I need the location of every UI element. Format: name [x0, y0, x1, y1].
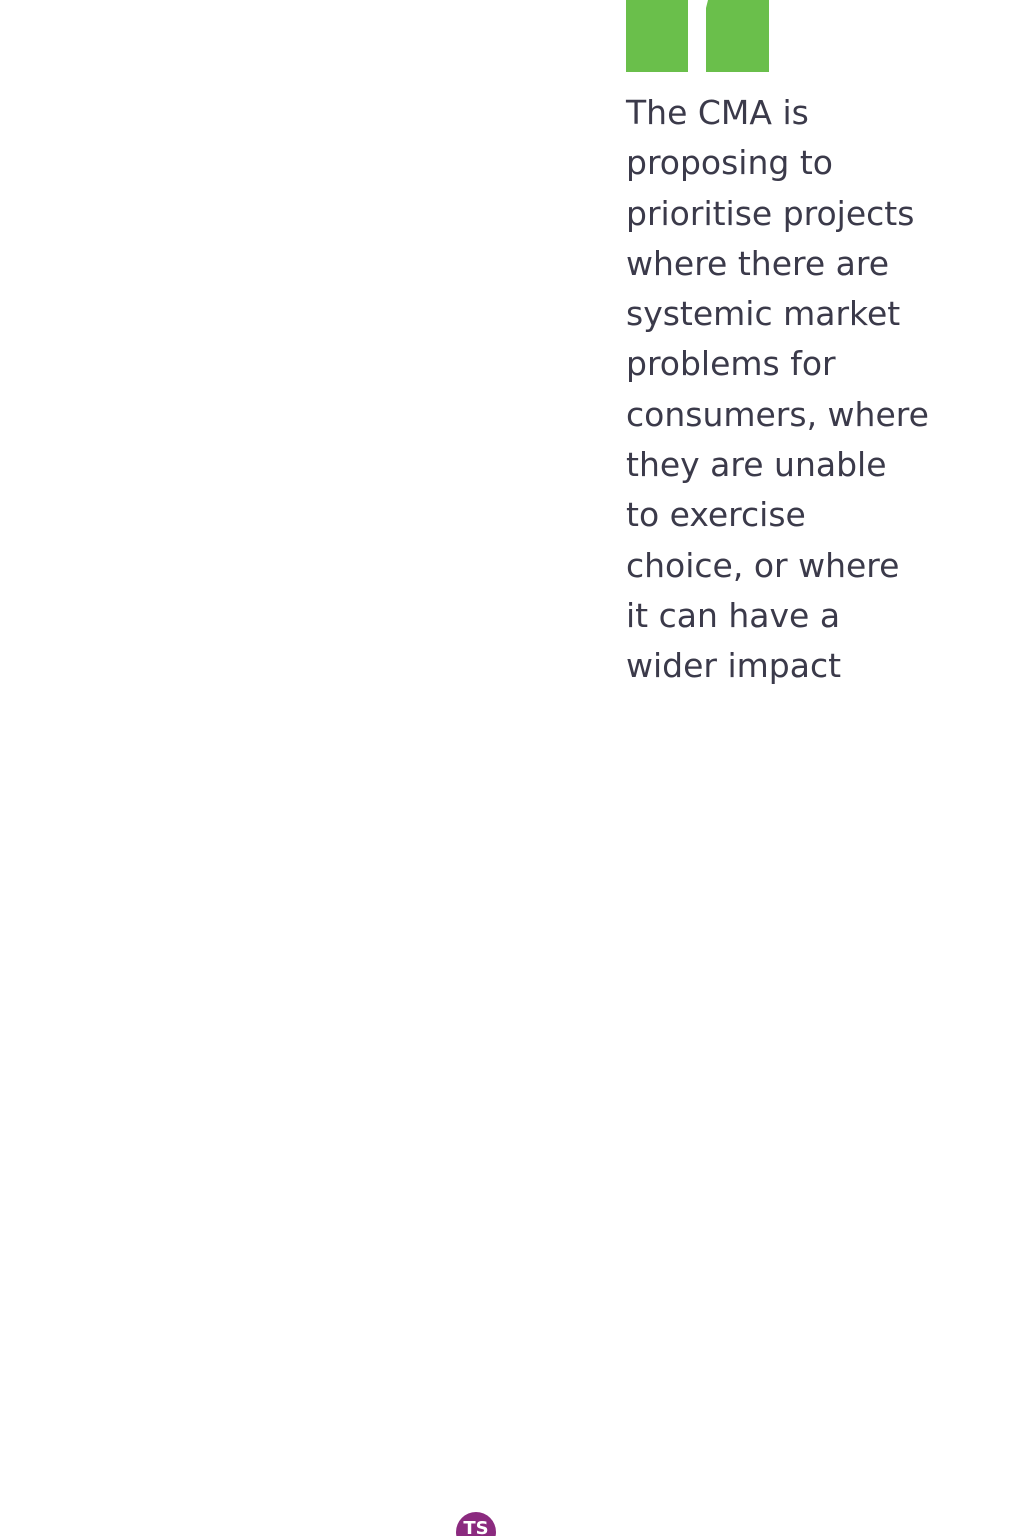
ts-logo-badge: TS [456, 1512, 496, 1536]
pull-quote-line: wider impact [626, 646, 842, 686]
pull-quote [626, 88, 1016, 692]
quote-mark-icon [626, 0, 771, 72]
pull-quote-line: systemic market [626, 294, 901, 334]
pull-quote-line: The CMA is [626, 93, 809, 132]
pull-quote-line: where there are [626, 243, 890, 283]
pull-quote-line: prioritise projects [626, 193, 915, 233]
pull-quote-line: to exercise [626, 495, 806, 535]
pull-quote-line: consumers, where [626, 394, 929, 434]
pull-quote-line: they are unable [626, 445, 887, 485]
pull-quote-line: proposing to [626, 143, 833, 183]
pull-quote-line: choice, or where [626, 545, 900, 585]
pull-quote-line: problems for [626, 344, 836, 384]
pull-quote-line: it can have a [626, 595, 841, 635]
